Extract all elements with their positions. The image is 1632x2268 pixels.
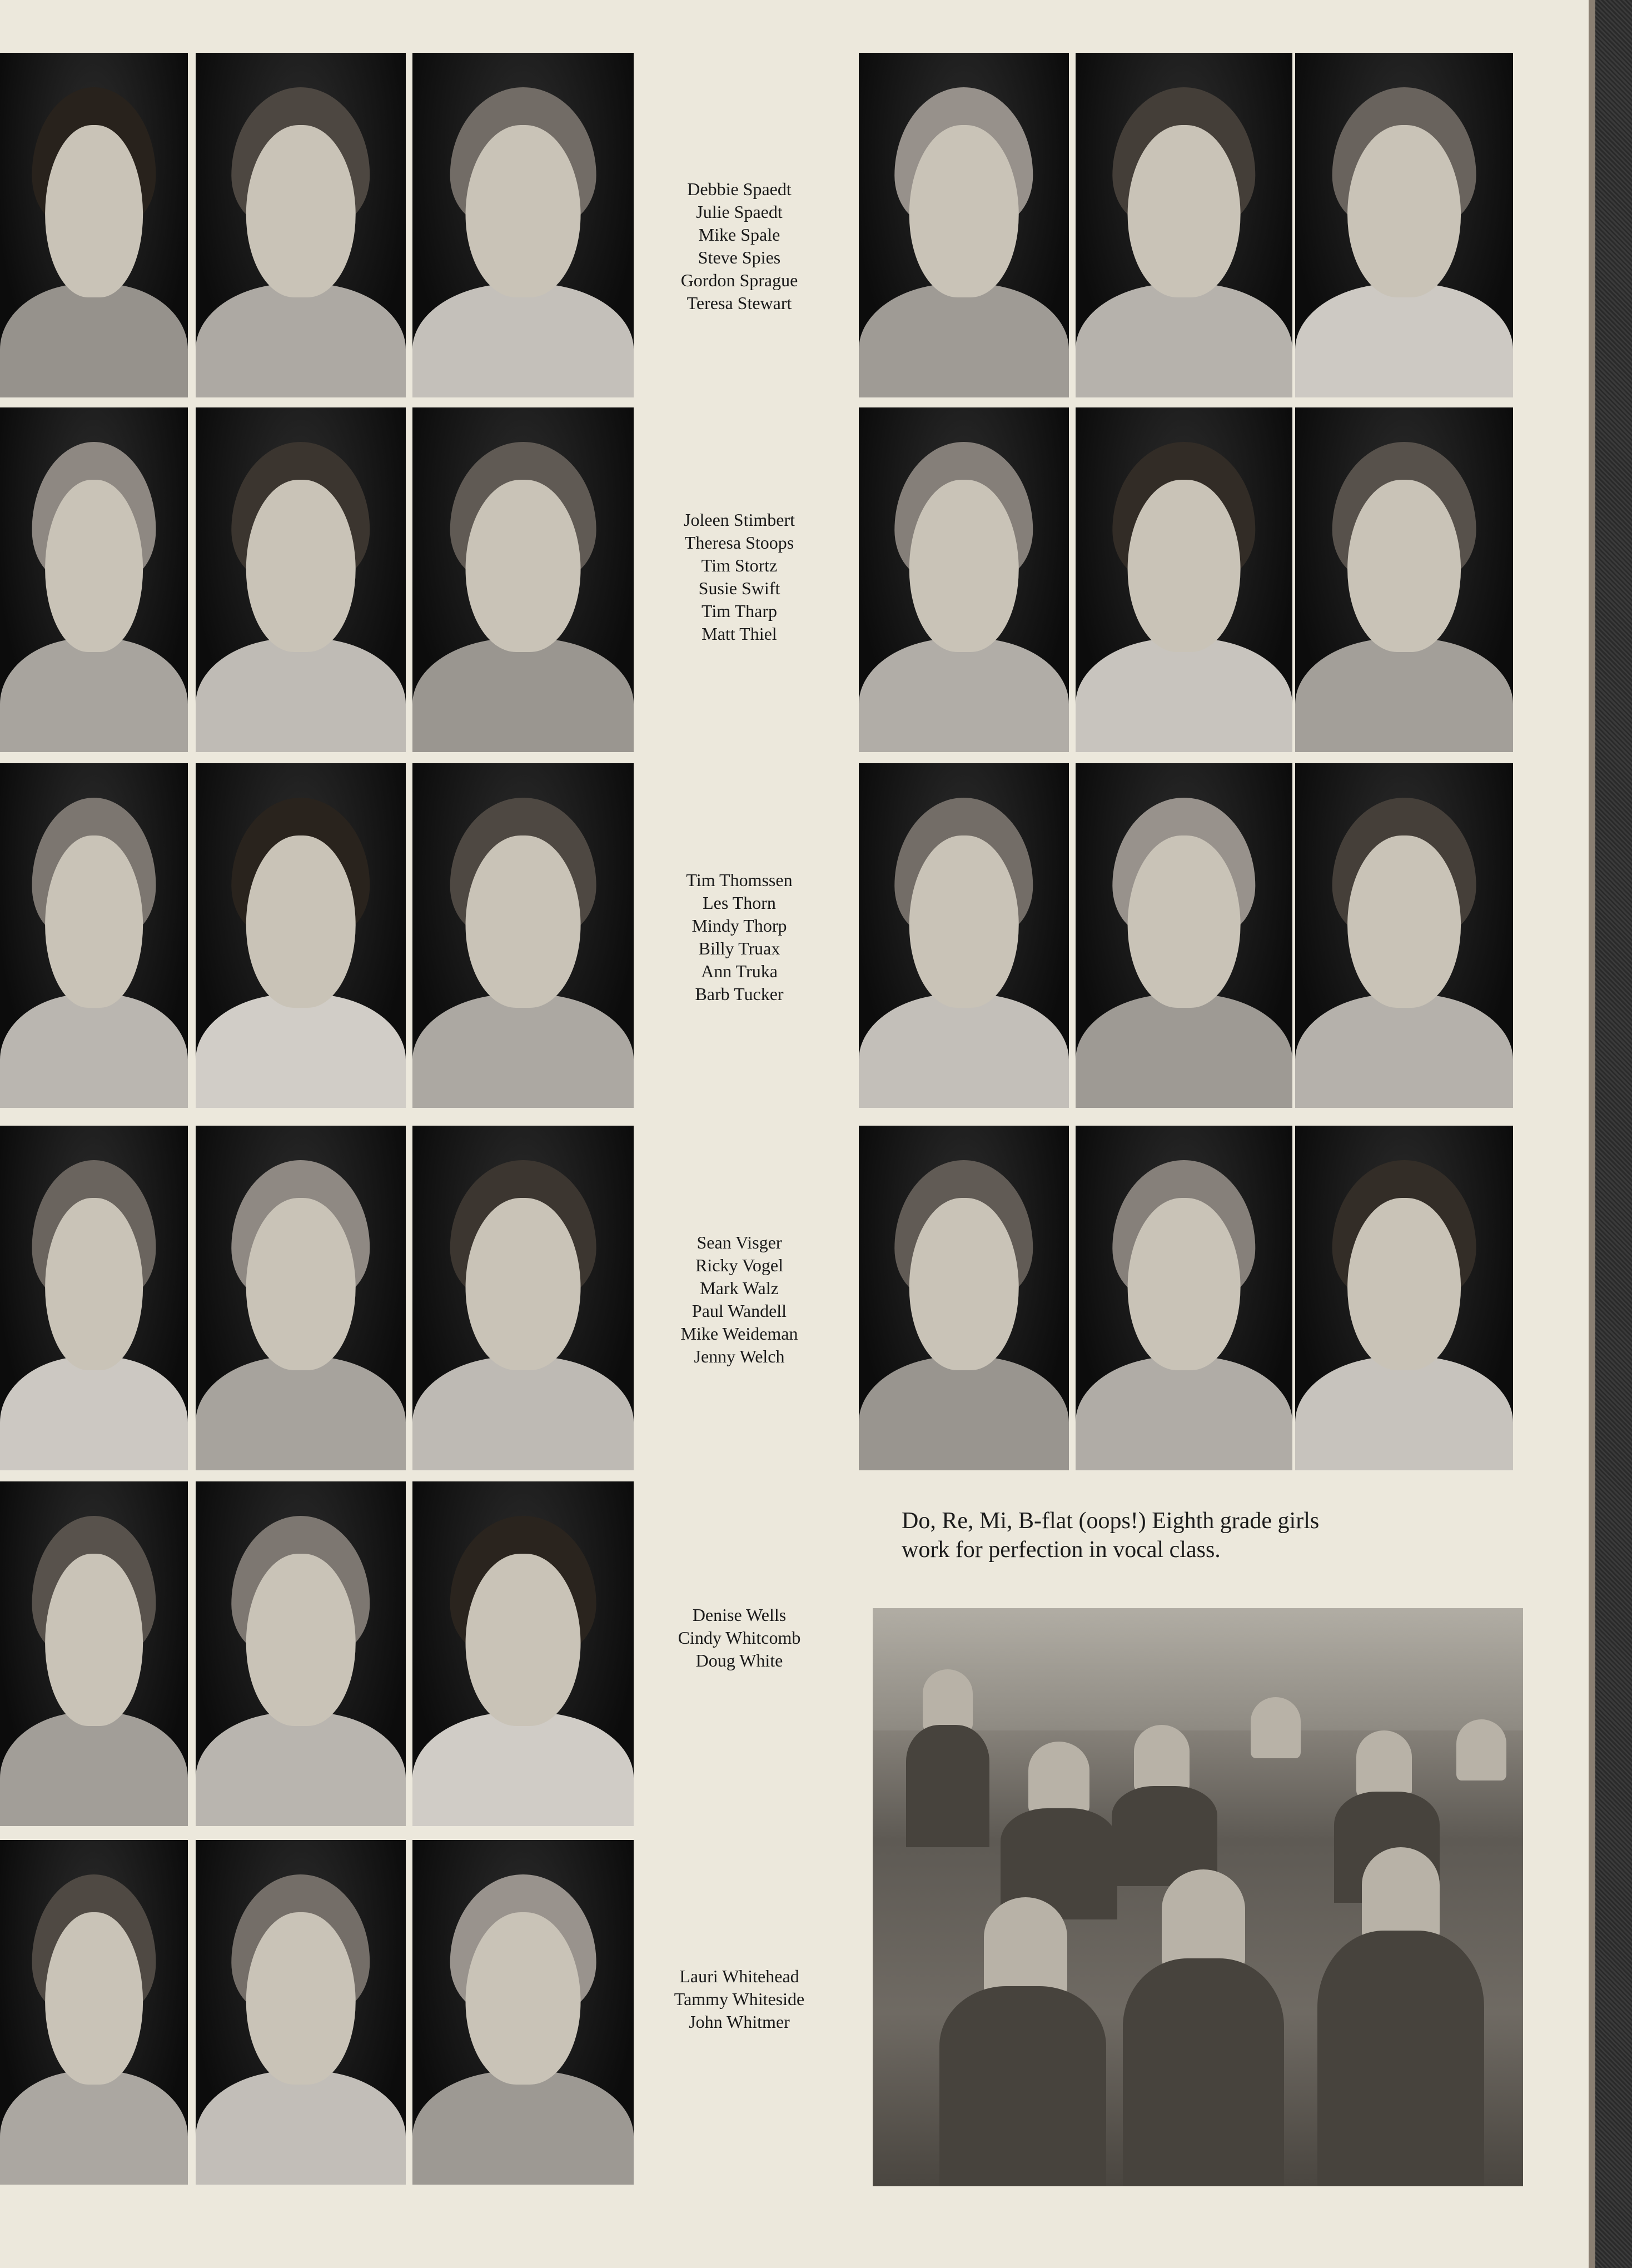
student-name: Steve Spies xyxy=(698,247,781,267)
student-name: Theresa Stoops xyxy=(684,533,794,553)
student-name: Debbie Spaedt xyxy=(687,179,792,199)
student-portrait xyxy=(412,1126,634,1470)
student-name: Gordon Sprague xyxy=(680,270,798,290)
student-name: Teresa Stewart xyxy=(686,293,792,313)
student-portrait xyxy=(0,53,188,397)
student-name: Paul Wandell xyxy=(691,1301,787,1321)
student-portrait xyxy=(196,1126,406,1470)
student-portrait xyxy=(859,53,1069,397)
student-name: Sean Visger xyxy=(696,1232,782,1252)
student-portrait xyxy=(196,1481,406,1826)
name-list-3 xyxy=(628,869,850,1006)
student-portrait xyxy=(859,407,1069,752)
student-figure xyxy=(984,1897,1067,1997)
student-portrait xyxy=(1295,1126,1513,1470)
student-name: Jenny Welch xyxy=(694,1346,785,1366)
student-portrait xyxy=(0,1481,188,1826)
student-figure xyxy=(1456,1719,1506,1780)
student-name: Mike Weideman xyxy=(680,1324,798,1344)
student-figure xyxy=(1317,1931,1484,2186)
student-name: Tammy Whiteside xyxy=(674,1989,805,2009)
student-name: Cindy Whitcomb xyxy=(678,1628,801,1648)
student-name: Tim Tharp xyxy=(701,601,778,621)
book-binding xyxy=(1595,0,1632,2268)
student-figure xyxy=(1362,1847,1440,1942)
student-name: Barb Tucker xyxy=(695,984,784,1004)
caption-line: Do, Re, Mi, B-flat (oops!) Eighth grade girls xyxy=(902,1508,1320,1534)
name-list-5 xyxy=(628,1604,850,1672)
student-name: Les Thorn xyxy=(703,893,776,913)
student-portrait xyxy=(859,763,1069,1108)
student-name: Tim Stortz xyxy=(701,555,778,575)
student-portrait xyxy=(196,53,406,397)
student-portrait xyxy=(1295,407,1513,752)
photo-caption xyxy=(902,1506,1530,1564)
student-portrait xyxy=(0,763,188,1108)
student-figure xyxy=(1162,1869,1245,1969)
student-name: John Whitmer xyxy=(689,2012,790,2032)
student-figure xyxy=(1251,1697,1301,1758)
student-figure xyxy=(1134,1725,1190,1792)
name-list-2 xyxy=(628,509,850,645)
student-name: Joleen Stimbert xyxy=(684,510,795,530)
student-name: Mark Walz xyxy=(700,1278,779,1298)
student-figure xyxy=(939,1986,1106,2186)
student-name: Billy Truax xyxy=(698,938,780,958)
student-figure xyxy=(923,1669,973,1730)
student-portrait xyxy=(412,407,634,752)
caption-line: work for perfection in vocal class. xyxy=(902,1537,1221,1563)
student-portrait xyxy=(1076,53,1292,397)
student-portrait xyxy=(0,407,188,752)
name-list-4 xyxy=(628,1231,850,1368)
student-name: Matt Thiel xyxy=(701,624,777,644)
student-portrait xyxy=(1076,763,1292,1108)
student-name: Denise Wells xyxy=(692,1605,787,1625)
student-name: Tim Thomssen xyxy=(686,870,793,890)
student-name: Lauri Whitehead xyxy=(679,1966,799,1986)
student-figure xyxy=(1123,1958,1284,2186)
student-portrait xyxy=(196,763,406,1108)
student-name: Ricky Vogel xyxy=(695,1255,783,1275)
student-figure xyxy=(906,1725,989,1847)
name-list-1 xyxy=(628,178,850,315)
student-portrait xyxy=(412,1840,634,2185)
student-portrait xyxy=(0,1840,188,2185)
student-portrait xyxy=(1295,53,1513,397)
student-portrait xyxy=(859,1126,1069,1470)
student-name: Ann Truka xyxy=(701,961,778,981)
student-portrait xyxy=(196,1840,406,2185)
student-portrait xyxy=(1076,1126,1292,1470)
student-name: Julie Spaedt xyxy=(696,202,783,222)
student-name: Mike Spale xyxy=(698,225,780,245)
student-name: Susie Swift xyxy=(698,578,780,598)
student-portrait xyxy=(1076,407,1292,752)
student-portrait xyxy=(412,53,634,397)
name-list-6 xyxy=(628,1965,850,2033)
student-portrait xyxy=(196,407,406,752)
student-figure xyxy=(1356,1730,1412,1797)
binding-edge xyxy=(1589,0,1595,2268)
student-portrait xyxy=(1295,763,1513,1108)
student-portrait xyxy=(0,1126,188,1470)
vocal-class-photo xyxy=(873,1608,1523,2186)
student-portrait xyxy=(412,763,634,1108)
student-name: Mindy Thorp xyxy=(691,916,787,936)
student-figure xyxy=(1028,1742,1089,1814)
student-portrait xyxy=(412,1481,634,1826)
student-name: Doug White xyxy=(695,1650,783,1670)
